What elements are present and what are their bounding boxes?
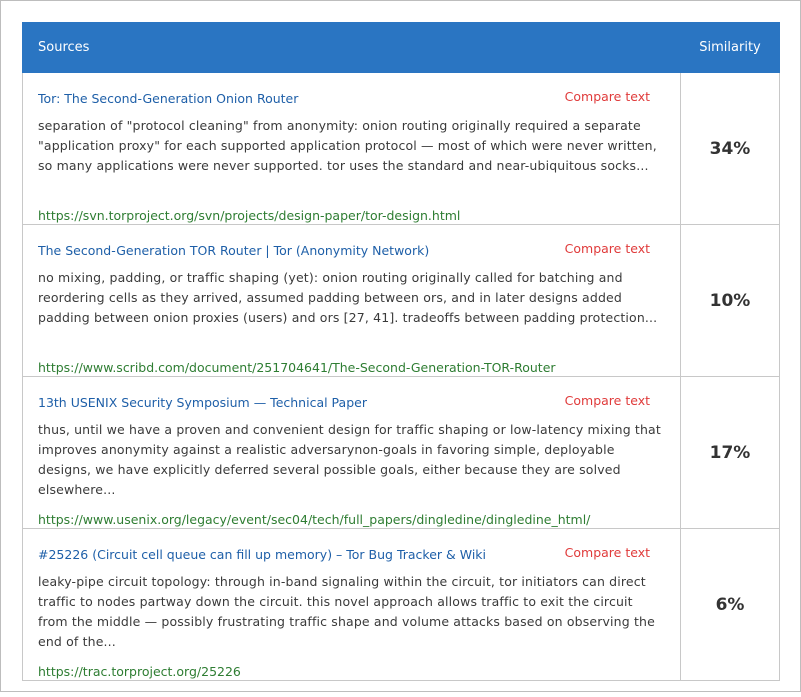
compare-text-link[interactable]: Compare text [564, 545, 650, 560]
table-row [23, 73, 780, 225]
source-url-link[interactable]: https://www.scribd.com/document/251704641/The-Second-Generation-TOR-Router [38, 360, 556, 375]
source-cell [23, 377, 681, 529]
source-title-link[interactable]: #25226 (Circuit cell queue can fill up memory) – Tor Bug Tracker & Wiki [38, 547, 486, 562]
source-url-link[interactable]: https://www.usenix.org/legacy/event/sec04/tech/full_papers/dingledine/dingledine_html/ [38, 512, 591, 527]
table-header-row [23, 23, 780, 73]
similarity-value: 34% [681, 73, 780, 225]
table-row [23, 377, 780, 529]
compare-text-link[interactable]: Compare text [564, 241, 650, 256]
compare-text-link[interactable]: Compare text [564, 89, 650, 104]
source-cell [23, 225, 681, 377]
source-title-link[interactable]: Tor: The Second-Generation Onion Router [38, 91, 299, 106]
source-snippet: leaky-pipe circuit topology: through in-band signaling within the circuit, tor initiators can direct traffic to nodes partway down the circuit. this novel approach allows traffic to exit the circuit from the middle — possibly frustrating traffic shape and volume attacks based on observing the end of the... [38, 574, 655, 649]
source-snippet: no mixing, padding, or traffic shaping (yet): onion routing originally called for batching and reordering cells as they arrived, assumed padding between ors, and in later designs added padding between onion proxies (users) and ors [27, 41]. tradeoffs between padding protection... [38, 270, 658, 325]
table-row [23, 225, 780, 377]
sources-column-header: Sources [23, 23, 681, 73]
sources-table [22, 22, 780, 681]
source-title-link[interactable]: 13th USENIX Security Symposium — Technical Paper [38, 395, 367, 410]
similarity-value: 17% [681, 377, 780, 529]
source-cell [23, 529, 681, 681]
source-url-link[interactable]: https://svn.torproject.org/svn/projects/design-paper/tor-design.html [38, 208, 461, 223]
source-cell [23, 73, 681, 225]
similarity-value: 6% [681, 529, 780, 681]
table-row [23, 529, 780, 681]
source-title-link[interactable]: The Second-Generation TOR Router | Tor (Anonymity Network) [38, 243, 430, 258]
compare-text-link[interactable]: Compare text [564, 393, 650, 408]
similarity-column-header: Similarity [681, 23, 780, 73]
source-snippet: separation of "protocol cleaning" from anonymity: onion routing originally required a separate "application proxy" for each supported application protocol — most of which were never written, so many applications were never supported. tor uses the standard and near-ubiquitous socks... [38, 118, 657, 173]
source-url-link[interactable]: https://trac.torproject.org/25226 [38, 664, 241, 679]
source-snippet: thus, until we have a proven and convenient design for traffic shaping or low-latency mixing that improves anonymity against a realistic adversarynon-goals in favoring simple, deployable designs, we have explicitly deferred several possible goals, either because they are solved elsewhere... [38, 422, 661, 497]
similarity-value: 10% [681, 225, 780, 377]
